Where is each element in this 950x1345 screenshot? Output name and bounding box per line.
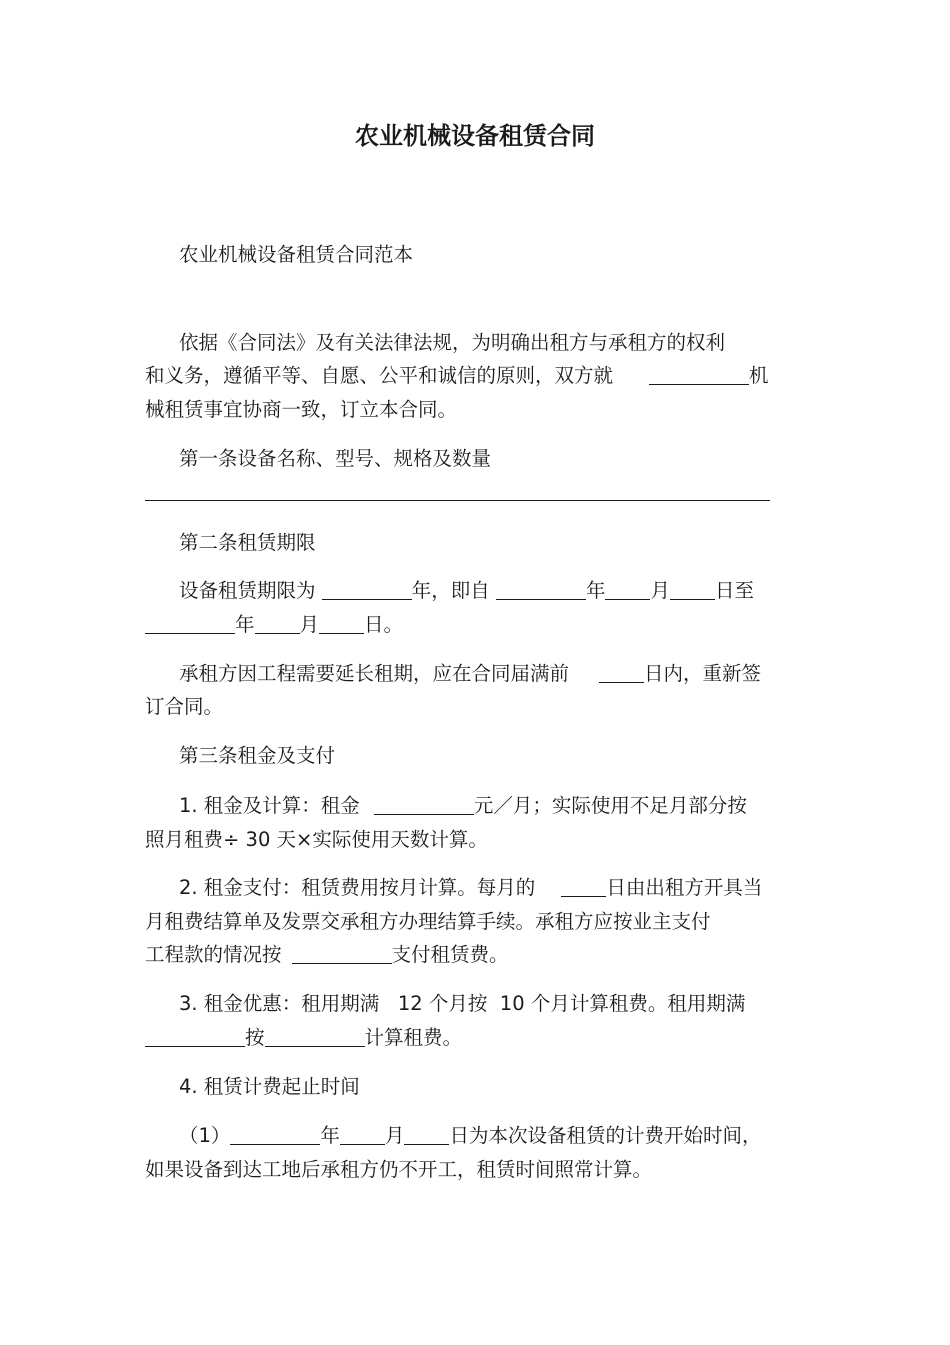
blank-field[interactable]	[322, 577, 412, 600]
article-2-heading: 第二条租赁期限	[179, 531, 316, 554]
intro-text: 和义务，遵循平等、自愿、公平和诚信的原则，双方就	[145, 364, 614, 387]
text: 年	[411, 579, 432, 602]
text: 按	[245, 1026, 265, 1049]
text: 1. 租金及计算：租金	[179, 794, 360, 817]
blank-field[interactable]	[496, 577, 586, 600]
text: 年	[320, 1124, 340, 1147]
text: 支付租赁费。	[391, 943, 509, 966]
blank-field[interactable]	[561, 874, 606, 897]
article-3-item-4-heading: 4. 租赁计费起止时间	[179, 1075, 360, 1098]
article-3-item-2	[179, 873, 859, 903]
blank-field[interactable]	[319, 611, 364, 634]
text: 月	[299, 613, 320, 636]
article-1-heading: 第一条设备名称、型号、规格及数量	[179, 447, 492, 470]
text: 承租方因工程需要延长租期，应在合同届满前	[179, 662, 570, 685]
text: 元／月；实际使用不足月部分按	[473, 794, 747, 817]
blank-field[interactable]	[292, 941, 392, 964]
text: 年	[585, 579, 606, 602]
text: 3. 租金优惠：租用期满 12 个月按 10 个月计算租费。租用期满	[179, 992, 746, 1015]
blank-field[interactable]	[255, 611, 300, 634]
text: 工程款的情况按	[145, 943, 282, 966]
text: 月	[384, 1124, 405, 1147]
text: （1）	[179, 1124, 231, 1147]
text: 日	[364, 613, 384, 636]
intro-text: 依据《合同法》及有关法律法规，为明确出租方与承租方的权利	[179, 331, 726, 354]
article-3-item-1	[179, 791, 859, 821]
document-title: 农业机械设备租赁合同	[355, 122, 595, 150]
blank-field[interactable]	[145, 611, 235, 634]
article-3-item-3	[179, 989, 859, 1019]
text: 计算租费。	[364, 1026, 463, 1049]
blank-field[interactable]	[145, 1024, 245, 1047]
blank-field[interactable]	[404, 1122, 449, 1145]
intro-text: 械租赁事宜协商一致，订立本合同。	[145, 398, 458, 421]
blank-field[interactable]	[649, 362, 749, 385]
article-3-item-1-cont: 照月租费÷ 30 天×实际使用天数计算。	[145, 828, 488, 851]
document-subtitle: 农业机械设备租赁合同范本	[179, 243, 414, 266]
blank-field[interactable]	[340, 1122, 385, 1145]
article-2-para-2	[179, 659, 859, 689]
article-3-item-2-cont: 月租费结算单及发票交承租方办理结算手续。承租方应按业主支付	[145, 910, 711, 933]
intro-line-2	[145, 361, 825, 391]
text: 日由出租方开具当	[606, 876, 763, 899]
text: 至	[734, 579, 755, 602]
article-3-item-3-cont	[145, 1023, 825, 1053]
text: 日	[714, 579, 735, 602]
article-3-item-4-1-cont: 如果设备到达工地后承租方仍不开工，租赁时间照常计算。	[145, 1158, 653, 1181]
intro-line-1	[179, 328, 859, 358]
text: 设备租赁期限为	[179, 579, 316, 602]
article-3-item-2-cont-2	[145, 940, 825, 970]
blank-field[interactable]	[605, 577, 650, 600]
article-2-para-1-cont	[145, 610, 825, 640]
blank-field[interactable]	[265, 1024, 365, 1047]
text: 年	[235, 613, 255, 636]
text: 2. 租金支付：租赁费用按月计算。每月的	[179, 876, 536, 899]
text: 月	[650, 579, 670, 602]
article-3-item-4-1	[179, 1121, 859, 1151]
blank-field[interactable]	[599, 660, 644, 683]
article-2-para-2-cont: 订合同。	[145, 695, 224, 718]
text: 。	[383, 613, 404, 636]
article-3-heading: 第三条租金及支付	[179, 744, 336, 767]
blank-field[interactable]	[374, 792, 474, 815]
intro-text: 机	[749, 364, 769, 387]
blank-field[interactable]	[670, 577, 715, 600]
intro-line-3	[145, 395, 825, 425]
text: 日内，重新签	[644, 662, 762, 685]
blank-field-equipment[interactable]	[145, 500, 770, 501]
blank-field[interactable]	[230, 1122, 320, 1145]
text: 日为本次设备租赁的计费开始时间，	[449, 1124, 762, 1147]
article-2-para-1	[179, 576, 859, 606]
text: ，即自	[431, 579, 490, 602]
